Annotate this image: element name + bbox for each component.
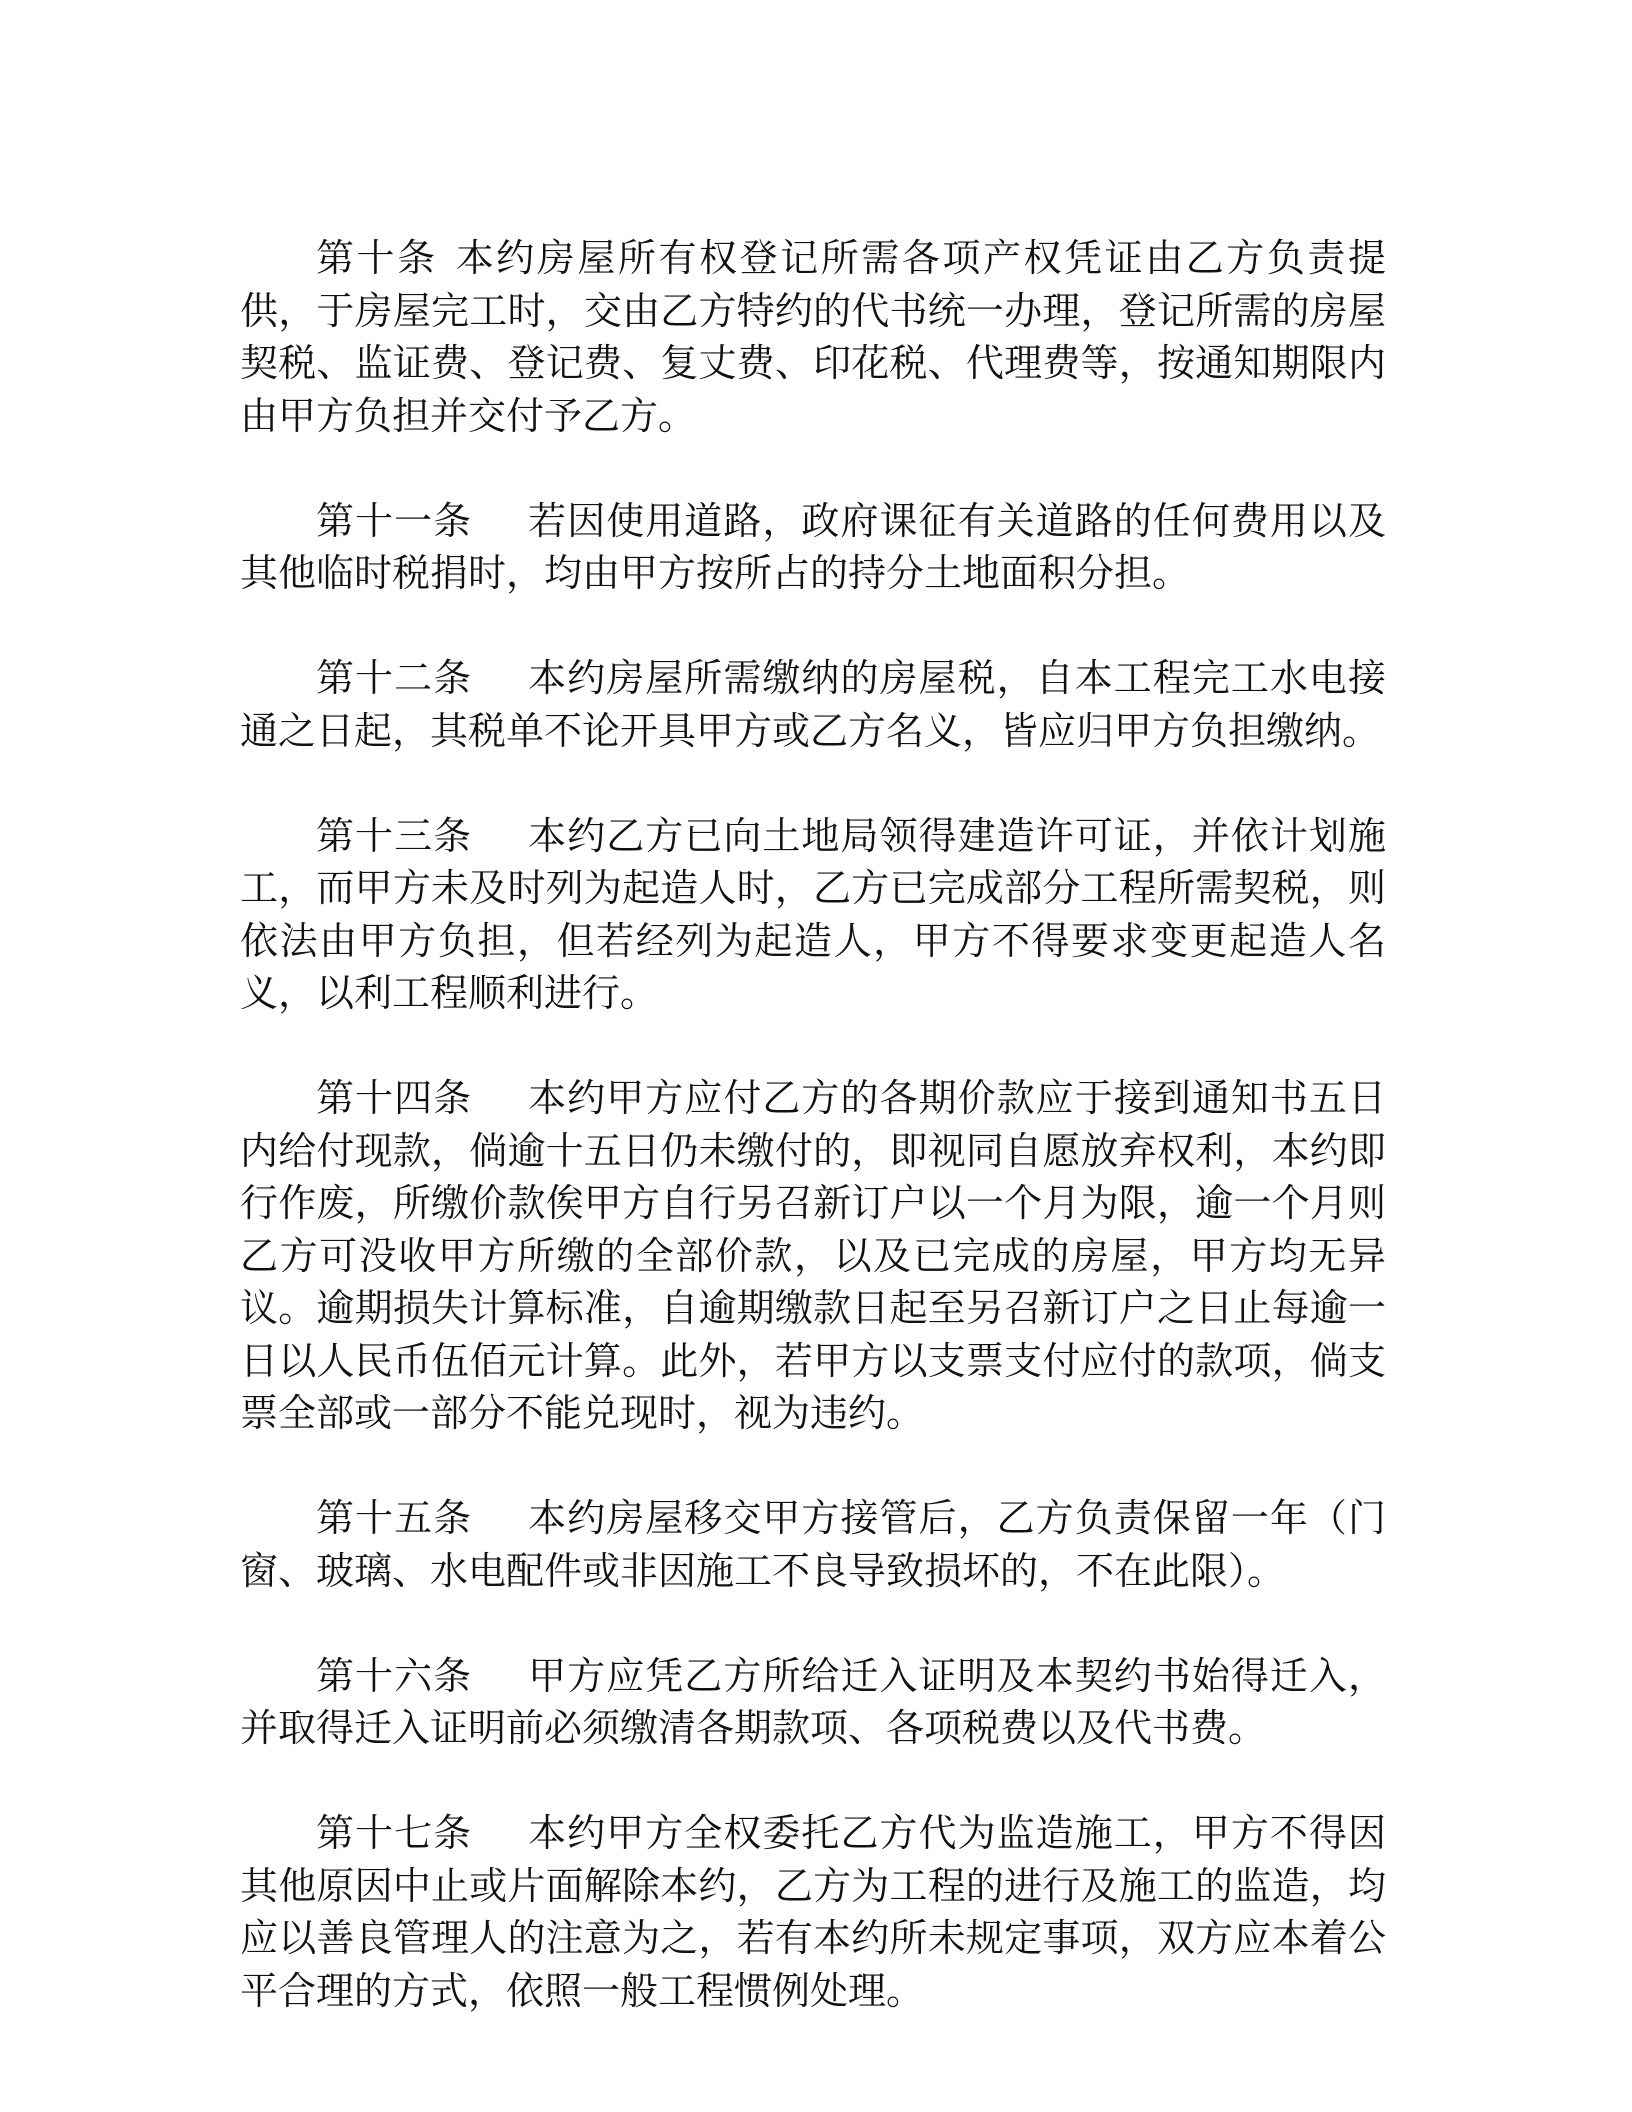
- article-number: 第十七条: [316, 1811, 473, 1855]
- article-text: 若因使用道路，政府课征有关道路的任何费用以及其他临时税捐时，均由甲方按所占的持分土地面积分担。: [240, 498, 1386, 595]
- article-number: 第十三条: [316, 813, 473, 858]
- article-number: 第十二条: [316, 656, 473, 700]
- article-number: 第十条: [316, 236, 438, 280]
- article-text: 本约乙方已向土地局领得建造许可证，并依计划施工，而甲方未及时列为起造人时，乙方已完成部分工程所需契税，则依法由甲方负担，但若经列为起造人，甲方不得要求变更起造人名义，以利工程顺利进行。: [240, 813, 1386, 1015]
- article-11: [240, 495, 1386, 600]
- article-14: [240, 1072, 1386, 1440]
- article-17: [240, 1807, 1386, 2017]
- article-text: 本约甲方全权委托乙方代为监造施工，甲方不得因其他原因中止或片面解除本约，乙方为工程的进行及施工的监造，均应以善良管理人的注意为之，若有本约所未规定事项，双方应本着公平合理的方式，依照一般工程惯例处理。: [240, 1811, 1386, 2013]
- article-text: 本约房屋所有权登记所需各项产权凭证由乙方负责提供，于房屋完工时，交由乙方特约的代书统一办理，登记所需的房屋契税、监证费、登记费、复丈费、印花税、代理费等，按通知期限内由甲方负担并交付予乙方。: [240, 236, 1386, 438]
- article-text: 本约房屋移交甲方接管后，乙方负责保留一年（门窗、玻璃、水电配件或非因施工不良导致损坏的，不在此限）。: [240, 1496, 1386, 1593]
- article-15: [240, 1492, 1386, 1597]
- article-13: [240, 810, 1386, 1020]
- article-text: 本约房屋所需缴纳的房屋税，自本工程完工水电接通之日起，其税单不论开具甲方或乙方名义，皆应归甲方负担缴纳。: [240, 656, 1386, 753]
- document-body: [240, 232, 1386, 2070]
- article-16: [240, 1650, 1386, 1755]
- article-number: 第十四条: [316, 1076, 473, 1120]
- article-text: 甲方应凭乙方所给迁入证明及本契约书始得迁入，并取得迁入证明前必须缴清各期款项、各项税费以及代书费。: [240, 1653, 1386, 1750]
- article-number: 第十五条: [316, 1496, 473, 1540]
- article-number: 第十六条: [316, 1653, 473, 1698]
- article-number: 第十一条: [316, 498, 473, 543]
- article-12: [240, 652, 1386, 757]
- article-10: [240, 232, 1386, 442]
- article-text: 本约甲方应付乙方的各期价款应于接到通知书五日内给付现款，倘逾十五日仍未缴付的，即视同自愿放弃权利，本约即行作废，所缴价款俟甲方自行另召新订户以一个月为限，逾一个月则乙方可没收甲方所缴的全部价款，以及已完成的房屋，甲方均无异议。逾期损失计算标准，自逾期缴款日起至另召新订户之日止每逾一日以人民币伍佰元计算。此外，若甲方以支票支付应付的款项，倘支票全部或一部分不能兑现时，视为违约。: [240, 1076, 1386, 1435]
